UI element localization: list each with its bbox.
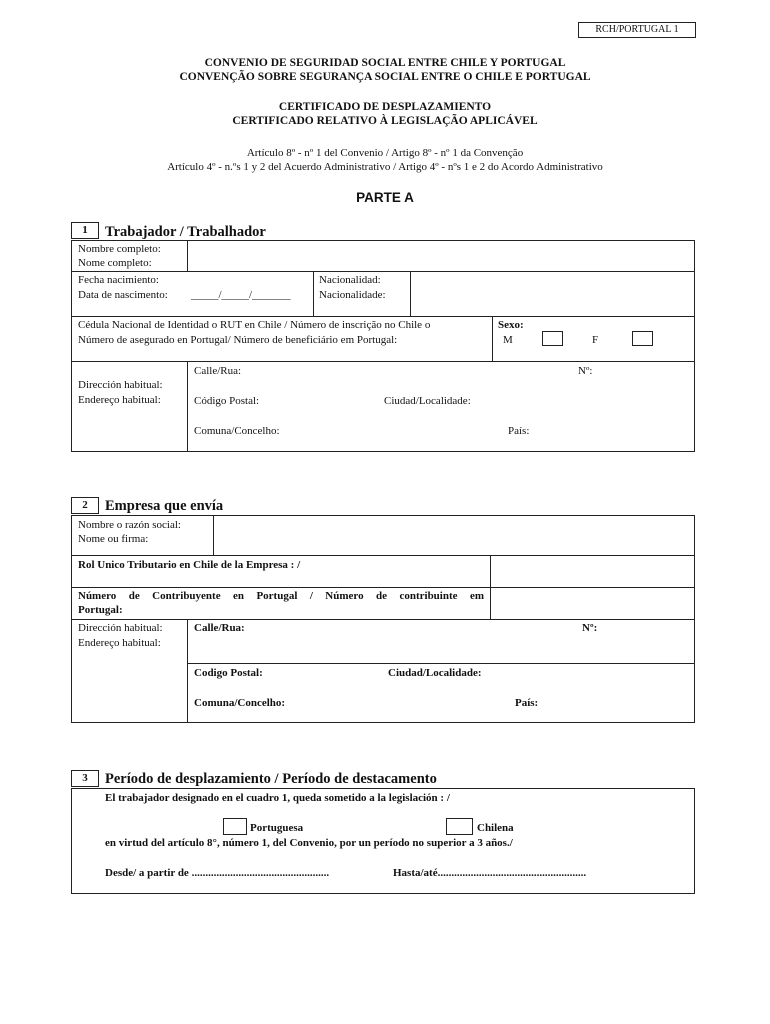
divider bbox=[71, 361, 695, 362]
portuguese-legislation-checkbox[interactable] bbox=[223, 818, 247, 835]
chilean-legislation-checkbox[interactable] bbox=[446, 818, 473, 835]
company-district-label: Comuna/Concelho: bbox=[194, 697, 286, 709]
article-reference-2: Artículo 4º - n.ºs 1 y 2 del Acuerdo Administrativo / Artigo 4º - nºs 1 e 2 do Acordo Administrativo bbox=[167, 161, 603, 173]
divider bbox=[490, 555, 491, 619]
company-tax-id-portugal-field[interactable] bbox=[492, 589, 693, 618]
sex-male-label: M bbox=[503, 334, 513, 346]
company-name-label-pt: Nome ou firma: bbox=[78, 533, 149, 545]
company-tax-id-chile-field[interactable] bbox=[492, 557, 693, 586]
divider bbox=[71, 316, 695, 317]
document-reference: RCH/PORTUGAL 1 bbox=[578, 22, 696, 38]
birth-date-label-es: Fecha nacimiento: bbox=[78, 274, 159, 286]
section-3-title: Período de desplazamiento / Período de destacamento bbox=[105, 771, 437, 787]
divider bbox=[71, 587, 695, 588]
id-number-label-pt: Número de asegurado en Portugal/ Número de beneficiário em Portugal: bbox=[78, 334, 398, 346]
divider bbox=[71, 271, 695, 272]
portuguese-legislation-label: Portuguesa bbox=[250, 822, 304, 834]
section-2-title: Empresa que envía bbox=[105, 498, 224, 514]
street-number-label: Nº: bbox=[578, 365, 593, 377]
company-street-number-label: Nº: bbox=[582, 622, 598, 634]
divider bbox=[71, 619, 695, 620]
nationality-label-es: Nacionalidad: bbox=[319, 274, 381, 286]
section-3-number: 3 bbox=[71, 770, 99, 787]
postal-code-label: Código Postal: bbox=[194, 395, 260, 407]
full-name-field[interactable] bbox=[189, 242, 693, 270]
sex-male-checkbox[interactable] bbox=[542, 331, 563, 346]
city-label: Ciudad/Localidade: bbox=[384, 395, 471, 407]
divider bbox=[187, 240, 188, 271]
certificate-title-pt: CERTIFICADO RELATIVO À LEGISLAÇÃO APLICÁVEL bbox=[232, 115, 538, 127]
company-name-label-es: Nombre o razón social: bbox=[78, 519, 181, 531]
divider bbox=[410, 271, 411, 316]
company-tax-id-portugal-label: Número de Contribuyente en Portugal / Número de contribuinte em bbox=[78, 590, 484, 602]
article-basis-statement: en virtud del artículo 8°, número 1, del Convenio, por un período no superior a 3 años./ bbox=[105, 837, 513, 849]
country-label: País: bbox=[508, 425, 530, 437]
company-address-label-pt: Endereço habitual: bbox=[78, 637, 161, 649]
full-name-label-es: Nombre completo: bbox=[78, 243, 161, 255]
sex-female-label: F bbox=[592, 334, 599, 346]
company-country-label: País: bbox=[515, 697, 539, 709]
company-city-label: Ciudad/Localidade: bbox=[388, 667, 482, 679]
birth-date-field[interactable]: _____/_____/_______ bbox=[191, 289, 291, 301]
period-start-field[interactable]: Desde/ a partir de .................................................. bbox=[105, 867, 330, 879]
address-label-es: Dirección habitual: bbox=[78, 379, 163, 391]
company-postal-code-label: Codigo Postal: bbox=[194, 667, 263, 679]
divider bbox=[313, 271, 314, 316]
part-heading: PARTE A bbox=[356, 190, 414, 205]
divider bbox=[187, 361, 188, 452]
nationality-field[interactable] bbox=[412, 273, 693, 315]
divider bbox=[71, 555, 695, 556]
chilean-legislation-label: Chilena bbox=[477, 822, 514, 834]
nationality-label-pt: Nacionalidade: bbox=[319, 289, 386, 301]
divider bbox=[492, 316, 493, 361]
street-label: Calle/Rua: bbox=[194, 365, 242, 377]
legislation-statement: El trabajador designado en el cuadro 1, queda sometido a la legislación : / bbox=[105, 792, 450, 804]
full-name-label-pt: Nome completo: bbox=[78, 257, 152, 269]
company-tax-id-chile-label: Rol Unico Tributario en Chile de la Empresa : / bbox=[78, 559, 301, 571]
birth-date-label-pt: Data de nascimento: bbox=[78, 289, 168, 301]
company-street-label: Calle/Rua: bbox=[194, 622, 245, 634]
section-1-title: Trabajador / Trabalhador bbox=[105, 224, 266, 240]
divider bbox=[187, 663, 695, 664]
sex-female-checkbox[interactable] bbox=[632, 331, 653, 346]
article-reference-1: Artículo 8º - nº 1 del Convenio / Artigo 8º - nº 1 da Convenção bbox=[246, 147, 524, 159]
certificate-title-es: CERTIFICADO DE DESPLAZAMIENTO bbox=[278, 101, 492, 113]
title-pt: CONVENÇÃO SOBRE SEGURANÇA SOCIAL ENTRE O CHILE E PORTUGAL bbox=[179, 71, 591, 83]
period-end-field[interactable]: Hasta/até...................................................... bbox=[393, 867, 587, 879]
company-name-field[interactable] bbox=[215, 517, 693, 554]
divider bbox=[213, 515, 214, 555]
district-label: Comuna/Concelho: bbox=[194, 425, 280, 437]
section-1-number: 1 bbox=[71, 222, 99, 239]
sex-label: Sexo: bbox=[498, 319, 524, 331]
divider bbox=[187, 619, 188, 723]
company-address-label-es: Dirección habitual: bbox=[78, 622, 163, 634]
id-number-label-es: Cédula Nacional de Identidad o RUT en Chile / Número de inscrição no Chile o bbox=[78, 319, 431, 331]
section-2-number: 2 bbox=[71, 497, 99, 514]
company-tax-id-portugal-label-cont: Portugal: bbox=[78, 604, 123, 616]
title-es: CONVENIO DE SEGURIDAD SOCIAL ENTRE CHILE Y PORTUGAL bbox=[204, 57, 566, 69]
address-label-pt: Endereço habitual: bbox=[78, 394, 161, 406]
